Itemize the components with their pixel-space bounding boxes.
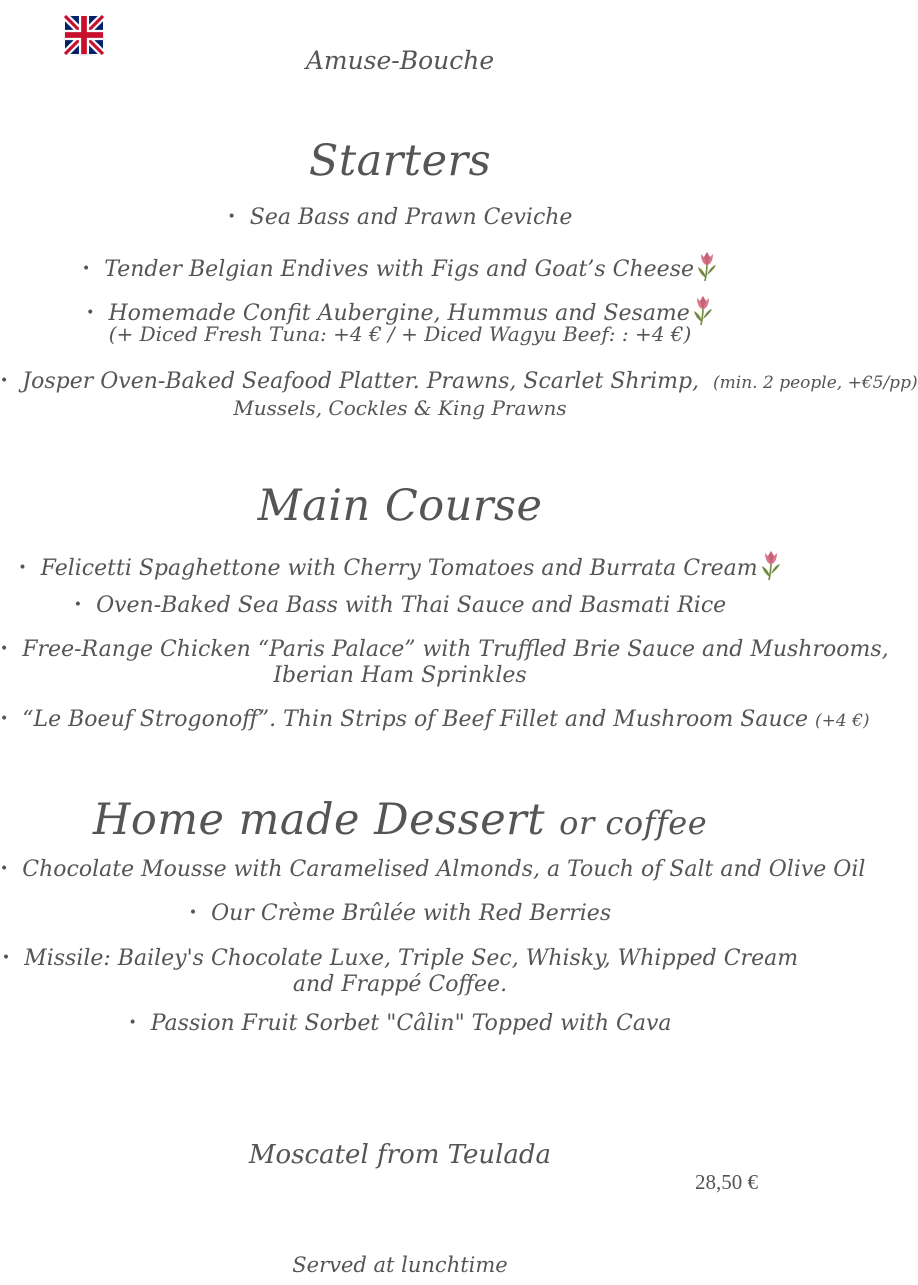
main-course-heading: Main Course (257, 481, 543, 531)
menu-item: • Homemade Confit Aubergine, Hummus and Sesame (+ Diced Fresh Tuna: +4 € / + Diced Wagyu Beef: : +4 €) (0, 294, 800, 346)
menu-item-line2: Mussels, Cockles & King Prawns (233, 396, 567, 420)
menu-item: • “Le Boeuf Strogonoff”. Thin Strips of Beef Fillet and Mushroom Sauce (+4 €) (0, 707, 870, 732)
menu-item: • Sea Bass and Prawn Ceviche (227, 205, 573, 230)
menu-item: • Missile: Bailey's Chocolate Luxe, Triple Sec, Whisky, Whipped Cream and Frappé Coffee. (1, 946, 799, 997)
tulip-icon (760, 549, 782, 581)
dessert-heading (0, 795, 800, 845)
menu-item: • Our Crème Brûlée with Red Berries (188, 901, 612, 926)
menu-price: 28,50 € (695, 1170, 758, 1194)
menu-item: • Chocolate Mousse with Caramelised Almonds, a Touch of Salt and Olive Oil (0, 857, 866, 882)
menu-item: • Josper Oven-Baked Seafood Platter. Prawns, Scarlet Shrimp, (min. 2 people, +€5/pp) Mussels, Cockles & King Prawns (0, 369, 918, 420)
menu-item: • Passion Fruit Sorbet "Câlin" Topped with Cava (128, 1011, 672, 1036)
menu-item-note: (+4 €) (815, 711, 870, 731)
menu-item: • Tender Belgian Endives with Figs and Goat’s Cheese (0, 250, 800, 284)
menu-item-line2: Iberian Ham Sprinkles (273, 663, 527, 688)
menu-item-note: (min. 2 people, +€5/pp) (713, 373, 918, 393)
amuse-bouche-label: Amuse-Bouche (305, 46, 495, 75)
tulip-icon (696, 250, 718, 282)
menu-item: • Felicetti Spaghettone with Cherry Tomatoes and Burrata Cream (0, 549, 800, 583)
moscatel-label: Moscatel from Teulada (248, 1140, 552, 1170)
menu-item-extra: (+ Diced Fresh Tuna: +4 € / + Diced Wagyu Beef: : +4 €) (108, 322, 692, 346)
menu-item: • Oven-Baked Sea Bass with Thai Sauce and Basmati Rice (73, 593, 727, 618)
served-note: Served at lunchtime (292, 1253, 508, 1277)
menu-item-line2: and Frappé Coffee. (292, 972, 508, 997)
tulip-icon (692, 294, 714, 326)
starters-heading: Starters (308, 136, 492, 186)
dessert-title: Home made Dessert (92, 795, 545, 845)
dessert-title-suffix: or coffee (559, 804, 708, 842)
menu-item: • Free-Range Chicken “Paris Palace” with Truffled Brie Sauce and Mushrooms, Iberian Ham Sprinkles (0, 637, 889, 688)
